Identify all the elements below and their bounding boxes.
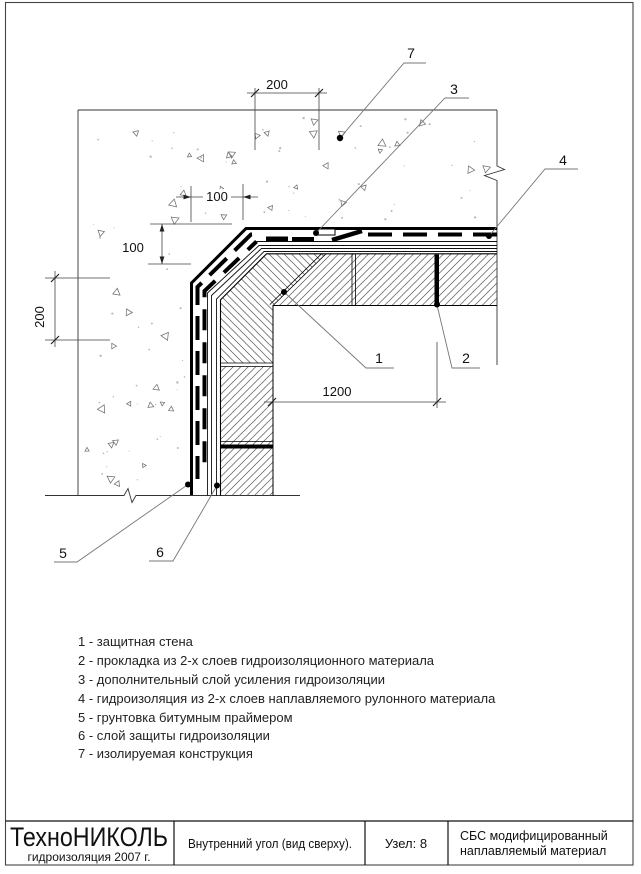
- callout-label-2: 2: [462, 350, 470, 366]
- gasket-joint-horizontal-band: [435, 255, 440, 306]
- legend: [78, 634, 496, 761]
- gasket-joint-vertical-band: [221, 445, 274, 449]
- callout-label-1: 1: [375, 350, 383, 366]
- dimension-arrows: [160, 195, 251, 264]
- leader-2: [437, 305, 480, 368]
- titleblock-view-title: Внутренний угол (вид сверху).: [188, 836, 352, 851]
- callout-dot-7: [337, 135, 343, 141]
- leader-4: [489, 169, 578, 236]
- callout-label-5: 5: [59, 545, 67, 561]
- dim-label-corner-v-100: 100: [122, 240, 144, 255]
- dim-label-corner-h-100: 100: [206, 189, 228, 204]
- legend-item-7: 7 - изолируемая конструкция: [78, 746, 253, 761]
- callout-label-3: 3: [450, 81, 458, 97]
- protective-wall: [221, 254, 498, 496]
- wall-block-joint-v: [221, 363, 274, 367]
- legend-item-5: 5 - грунтовка битумным праймером: [78, 710, 293, 725]
- leader-5: [54, 485, 188, 563]
- callout-dot-3: [313, 230, 319, 236]
- dim-label-left-200: 200: [32, 306, 47, 328]
- title-block: [6, 821, 634, 865]
- dim-top-200-lines: [247, 88, 327, 150]
- callout-label-6: 6: [156, 544, 164, 560]
- leader-7: [340, 63, 426, 138]
- titleblock-node: Узел: 8: [384, 836, 428, 851]
- callout-dot-2: [434, 302, 440, 308]
- callout-dot-5: [185, 482, 191, 488]
- dim-bottom-1200-lines: [264, 342, 446, 408]
- legend-item-4: 4 - гидроизоляция из 2-х слоев наплавляемого рулонного материала: [78, 691, 496, 706]
- callout-label-4: 4: [559, 152, 567, 168]
- legend-item-3: 3 - дополнительный слой усиления гидроизоляции: [78, 672, 385, 687]
- titleblock-material-line2: наплавляемый материал: [460, 844, 607, 858]
- wall-inner-face: [273, 306, 497, 496]
- dim-label-bottom-1200: 1200: [322, 384, 352, 399]
- callout-dot-6: [214, 483, 220, 489]
- titleblock-subtitle: гидроизоляция 2007 г.: [27, 850, 151, 864]
- titleblock-material-line1: СБС модифицированный: [460, 829, 608, 843]
- callout-label-7: 7: [407, 45, 415, 61]
- legend-item-1: 1 - защитная стена: [78, 634, 193, 649]
- leader-3: [316, 98, 469, 233]
- dim-left-200-lines: [45, 271, 110, 347]
- dim-label-top-200: 200: [266, 77, 288, 92]
- legend-item-2: 2 - прокладка из 2-х слоев гидроизоляционного материала: [78, 653, 435, 668]
- titleblock-company: ТехноНИКОЛЬ: [10, 822, 168, 852]
- callout-dot-1: [281, 289, 287, 295]
- callout-dot-4: [486, 233, 492, 239]
- legend-item-6: 6 - слой защиты гидроизоляции: [78, 728, 270, 743]
- wall-band-vertical: [221, 367, 274, 496]
